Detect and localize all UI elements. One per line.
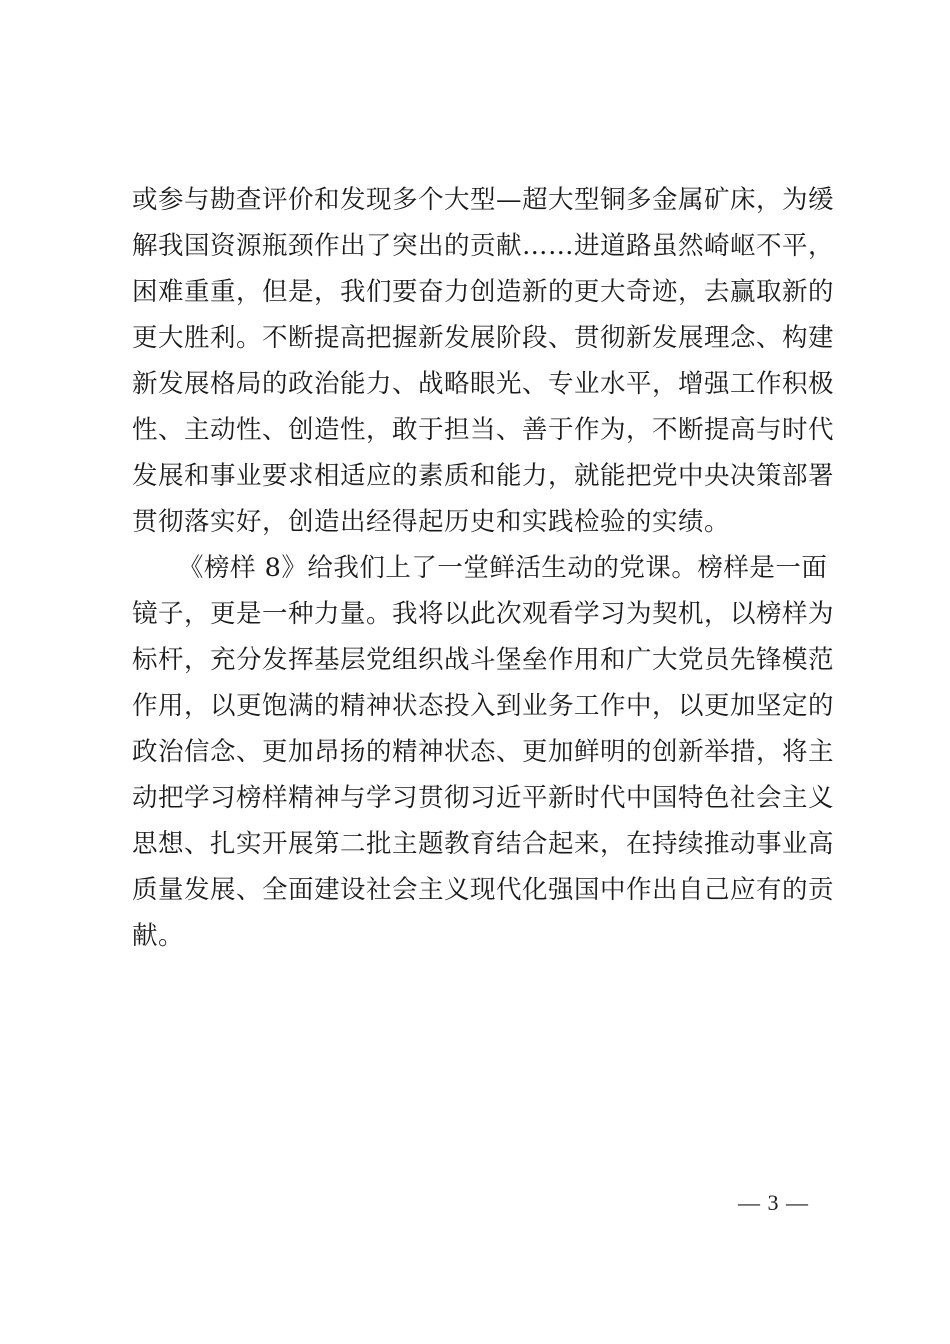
paragraph-line: 贯彻落实好，创造出经得起历史和实践检验的实绩。 — [132, 507, 731, 537]
paragraph-line: 发展和事业要求相适应的素质和能力，就能把党中央决策部署 — [132, 461, 835, 491]
page-number: — 3 — — [738, 1190, 809, 1215]
paragraph-line: 《榜样 8》给我们上了一堂鲜活生动的党课。榜样是一面 — [178, 553, 828, 583]
paragraph-line: 解我国资源瓶颈作出了突出的贡献……进道路虽然崎岖不平， — [132, 231, 835, 261]
paragraph-line: 或参与勘查评价和发现多个大型—超大型铜多金属矿床，为缓 — [132, 185, 835, 215]
paragraph-line: 困难重重，但是，我们要奋力创造新的更大奇迹，去赢取新的 — [132, 277, 835, 307]
paragraph-line: 更大胜利。不断提高把握新发展阶段、贯彻新发展理念、构建 — [132, 323, 835, 353]
paragraph-line: 政治信念、更加昂扬的精神状态、更加鲜明的创新举措，将主 — [132, 737, 835, 767]
paragraph-line: 作用，以更饱满的精神状态投入到业务工作中，以更加坚定的 — [132, 691, 835, 721]
paragraph-line: 标杆，充分发挥基层党组织战斗堡垒作用和广大党员先锋模范 — [132, 645, 835, 675]
paragraph-line: 献。 — [132, 921, 185, 951]
paragraph-line: 动把学习榜样精神与学习贯彻习近平新时代中国特色社会主义 — [132, 783, 835, 813]
paragraph-line: 思想、扎实开展第二批主题教育结合起来，在持续推动事业高 — [132, 829, 835, 859]
paragraph-line: 镜子，更是一种力量。我将以此次观看学习为契机，以榜样为 — [132, 599, 835, 629]
paragraph-line: 质量发展、全面建设社会主义现代化强国中作出自己应有的贡 — [132, 875, 835, 905]
paragraph-line: 性、主动性、创造性，敢于担当、善于作为，不断提高与时代 — [132, 415, 835, 445]
paragraph-line: 新发展格局的政治能力、战略眼光、专业水平，增强工作积极 — [132, 369, 835, 399]
